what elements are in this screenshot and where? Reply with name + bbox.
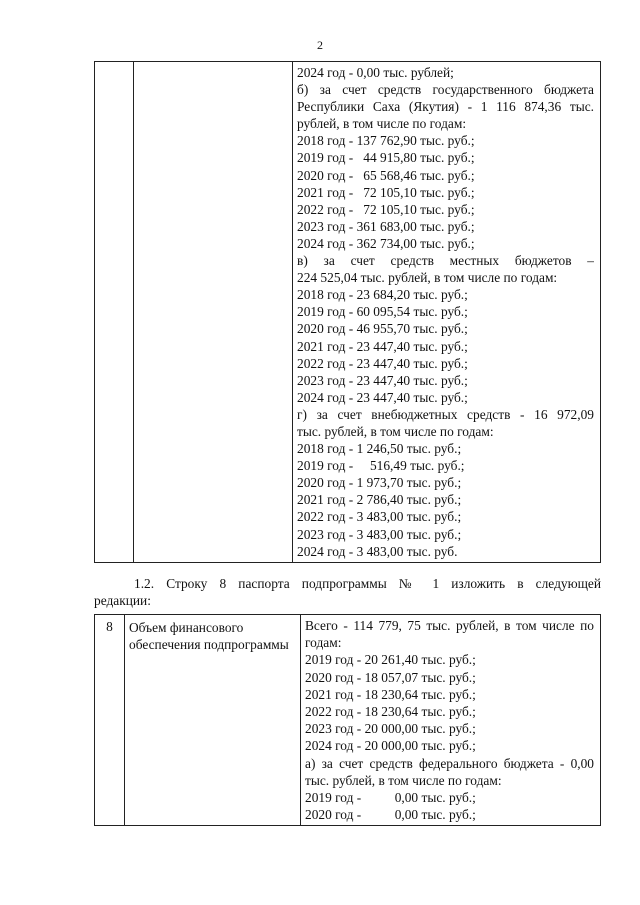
table1-line: Республики Саха (Якутия) - 1 116 874,36 тыс. [297, 99, 594, 115]
table1-label-cell [134, 62, 293, 563]
table1-line: 2019 год - 60 095,54 тыс. руб.; [297, 304, 468, 320]
table1-line: 2018 год - 137 762,90 тыс. руб.; [297, 133, 475, 149]
table1-line: 2023 год - 361 683,00 тыс. руб.; [297, 218, 475, 234]
table1-line: 224 525,04 тыс. рублей, в том числе по годам: [297, 270, 558, 286]
table1-line: б) за счет средств государственного бюджета [297, 82, 594, 98]
table1-line: 2021 год - 23 447,40 тыс. руб.; [297, 338, 468, 354]
amendment-paragraph [94, 575, 601, 609]
table1-line: 2019 год - 516,49 тыс. руб.; [297, 458, 465, 474]
table1-line: 2018 год - 1 246,50 тыс. руб.; [297, 441, 462, 457]
table1-content-cell [293, 62, 601, 563]
table2-line: 2023 год - 20 000,00 тыс. руб.; [305, 721, 476, 737]
funding-table-continued [94, 61, 601, 563]
table2-line: тыс. рублей, в том числе по годам: [305, 772, 502, 788]
row-number-cell: 8 [95, 615, 125, 826]
table1-line: 2024 год - 362 734,00 тыс. руб.; [297, 235, 475, 251]
table1-line: тыс. рублей, в том числе по годам: [297, 423, 494, 439]
table1-line: в) за счет средств местных бюджетов – [297, 253, 594, 269]
table2-line: годам: [305, 635, 342, 651]
table1-line: 2024 год - 23 447,40 тыс. руб.; [297, 389, 468, 405]
table2-line: Всего - 114 779, 75 тыс. рублей, в том числе по [305, 618, 594, 633]
table1-line: 2018 год - 23 684,20 тыс. руб.; [297, 287, 468, 303]
table1-line: г) за счет внебюджетных средств - 16 972,09 [297, 406, 594, 422]
table1-line: 2023 год - 23 447,40 тыс. руб.; [297, 372, 468, 388]
table2-content-cell [301, 615, 601, 826]
table2-line: 2024 год - 20 000,00 тыс. руб.; [305, 738, 476, 754]
table1-line: 2021 год - 72 105,10 тыс. руб.; [297, 184, 475, 200]
table1-line: 2023 год - 3 483,00 тыс. руб.; [297, 526, 462, 542]
table1-line: рублей, в том числе по годам: [297, 116, 467, 132]
table2-line: а) за счет средств федерального бюджета - 0,00 [305, 755, 594, 771]
table1-line: 2020 год - 65 568,46 тыс. руб.; [297, 167, 475, 183]
table2-line: 2021 год - 18 230,64 тыс. руб.; [305, 686, 476, 702]
table1-line: 2022 год - 23 447,40 тыс. руб.; [297, 355, 468, 371]
table2-line: 2020 год - 0,00 тыс. руб.; [305, 807, 476, 823]
paragraph-line-1: 1.2. Строку 8 паспорта подпрограммы № 1 изложить в следующей [134, 576, 601, 591]
table1-line: 2020 год - 46 955,70 тыс. руб.; [297, 321, 468, 337]
subprogram-funding-table [94, 614, 601, 826]
table1-lines [293, 62, 600, 562]
table2-line: 2019 год - 0,00 тыс. руб.; [305, 789, 476, 805]
table1-line: 2022 год - 3 483,00 тыс. руб.; [297, 509, 462, 525]
paragraph-line-2: редакции: [94, 593, 151, 608]
row-label-cell: Объем финансового обеспечения подпрограммы [125, 615, 301, 826]
table1-line: 2022 год - 72 105,10 тыс. руб.; [297, 201, 475, 217]
table2-line: 2020 год - 18 057,07 тыс. руб.; [305, 669, 476, 685]
table1-line: 2024 год - 3 483,00 тыс. руб. [297, 543, 458, 559]
table1-line: 2021 год - 2 786,40 тыс. руб.; [297, 492, 462, 508]
table1-line: 2024 год - 0,00 тыс. рублей; [297, 65, 454, 80]
page-number: 2 [317, 38, 323, 52]
table2-line: 2022 год - 18 230,64 тыс. руб.; [305, 703, 476, 719]
table1-line: 2019 год - 44 915,80 тыс. руб.; [297, 150, 475, 166]
table2-lines [301, 615, 600, 825]
table1-number-cell [95, 62, 134, 563]
table1-line: 2020 год - 1 973,70 тыс. руб.; [297, 475, 462, 491]
table2-line: 2019 год - 20 261,40 тыс. руб.; [305, 652, 476, 668]
